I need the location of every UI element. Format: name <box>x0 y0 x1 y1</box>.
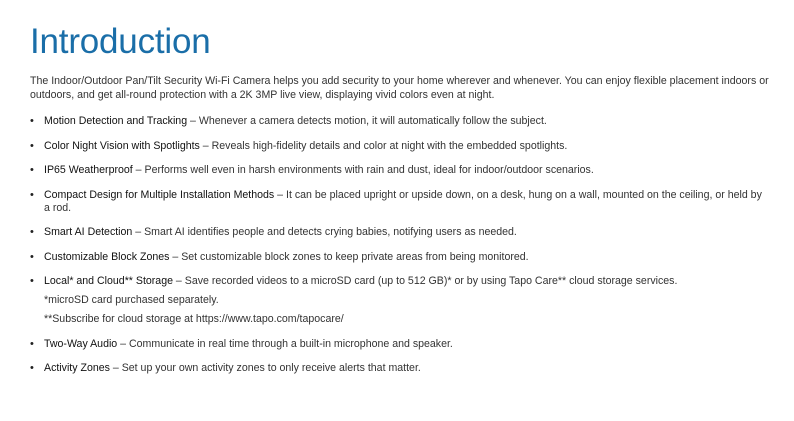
feature-description: – Set up your own activity zones to only receive alerts that matter. <box>109 362 421 374</box>
feature-item-two-way-audio <box>30 338 770 351</box>
feature-description: – Whenever a camera detects motion, it will automatically follow the subject. <box>187 115 547 127</box>
feature-name: Activity Zones <box>44 362 110 374</box>
feature-description: – Reveals high-fidelity details and color at night with the embedded spotlights. <box>199 139 568 152</box>
feature-description: – Smart AI identifies people and detects crying babies, notifying users as needed. <box>132 226 517 238</box>
feature-description: – Set customizable block zones to keep private areas from being monitored. <box>169 250 529 263</box>
feature-item-storage <box>30 275 770 326</box>
bullet-icon: • <box>30 275 34 287</box>
bullet-icon: • <box>30 164 34 176</box>
feature-description: – Save recorded videos to a microSD card (up to 512 GB)* or by using Tapo Care** cloud storage services. <box>172 275 678 287</box>
feature-item-ip65-weatherproof <box>30 164 770 177</box>
feature-item-activity-zones <box>30 362 770 375</box>
feature-name: Local* and Cloud** Storage <box>44 275 173 287</box>
feature-name: Smart AI Detection <box>44 226 133 238</box>
feature-item-smart-ai-detection <box>30 226 770 239</box>
feature-description: – It can be placed upright or upside down, on a desk, hung on a wall, mounted on the ceiling, or held by a rod. <box>44 188 762 214</box>
feature-name: Two-Way Audio <box>44 337 118 350</box>
feature-name: Compact Design for Multiple Installation Methods <box>44 188 275 201</box>
feature-list <box>30 115 770 387</box>
bullet-icon: • <box>30 337 34 350</box>
page-title: Introduction <box>30 22 211 61</box>
bullet-icon: • <box>30 226 34 238</box>
feature-item-compact-design <box>30 189 770 215</box>
feature-item-motion-detection <box>30 115 770 128</box>
bullet-icon: • <box>30 362 34 374</box>
feature-name: Customizable Block Zones <box>44 250 170 263</box>
feature-description: – Communicate in real time through a built-in microphone and speaker. <box>117 337 453 350</box>
intro-paragraph: The Indoor/Outdoor Pan/Tilt Security Wi-Fi Camera helps you add security to your home wherever and whenever. You can enjoy flexible placement indoors or outdoors, and get all-round protection with a 2K 3MP live view, displaying vivid colors even at night. <box>30 75 769 101</box>
feature-name: IP65 Weatherproof <box>44 164 133 176</box>
bullet-icon: • <box>30 139 34 152</box>
feature-item-block-zones <box>30 251 770 264</box>
footnote-cloud-subscription: **Subscribe for cloud storage at https://www.tapo.com/tapocare/ <box>44 313 344 325</box>
bullet-icon: • <box>30 250 34 263</box>
feature-item-color-night-vision <box>30 140 770 153</box>
footnote-microsd: *microSD card purchased separately. <box>44 294 219 306</box>
feature-description: – Performs well even in harsh environments with rain and dust, ideal for indoor/outdoor scenarios. <box>132 164 594 176</box>
bullet-icon: • <box>30 115 34 127</box>
feature-name: Color Night Vision with Spotlights <box>44 139 200 152</box>
feature-name: Motion Detection and Tracking <box>44 115 188 127</box>
bullet-icon: • <box>30 188 34 201</box>
